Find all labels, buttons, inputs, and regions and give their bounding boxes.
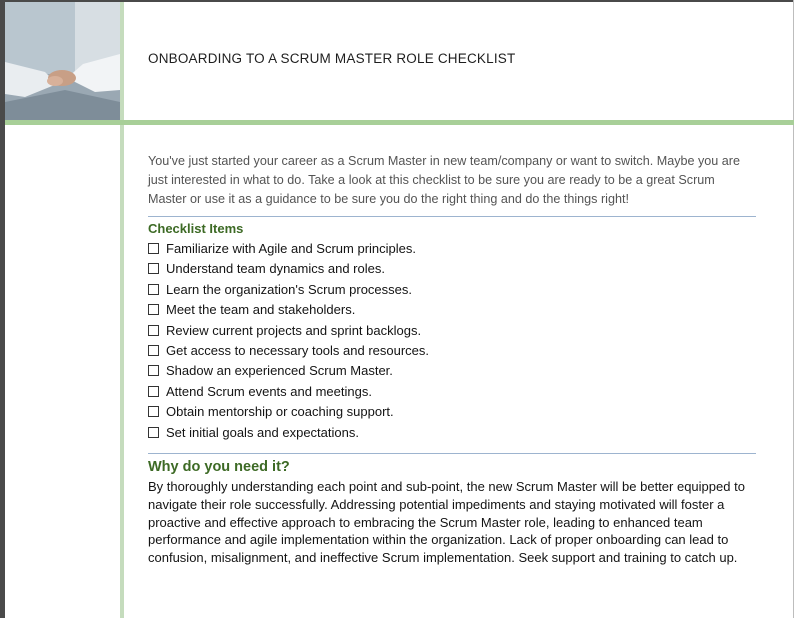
checkbox[interactable] xyxy=(148,284,159,295)
checklist-item[interactable] xyxy=(148,423,756,443)
checklist-item[interactable] xyxy=(148,239,756,259)
why-heading: Why do you need it? xyxy=(148,458,290,475)
checklist-item-label: Review current projects and sprint backlogs. xyxy=(166,322,422,338)
checklist-item[interactable] xyxy=(148,361,756,381)
why-paragraph: By thoroughly understanding each point and sub-point, the new Scrum Master will be better equipped to navigate their role successfully. Addressing potential impediments and staying motivated will foster a proactive and effective approach to embracing the Scrum Master role, leading to enhanced team performance and agile implementation within the organization. Lack of proper onboarding can lead to confusion, misalignment, and ineffective Scrum implementation. Seek support and training to catch up. xyxy=(148,478,745,566)
checklist-item[interactable] xyxy=(148,280,756,300)
checkbox[interactable] xyxy=(148,325,159,336)
checklist-item-label: Learn the organization's Scrum processes. xyxy=(166,281,412,297)
horizontal-accent-bar xyxy=(5,120,794,125)
handshake-photo xyxy=(5,2,120,120)
section-divider xyxy=(148,216,756,217)
checkbox[interactable] xyxy=(148,304,159,315)
handshake-illustration xyxy=(5,2,120,120)
document-body xyxy=(148,152,756,567)
checkbox[interactable] xyxy=(148,365,159,376)
checkbox[interactable] xyxy=(148,243,159,254)
checklist-heading: Checklist Items xyxy=(148,221,244,236)
checklist-item-label: Obtain mentorship or coaching support. xyxy=(166,404,394,420)
checkbox[interactable] xyxy=(148,406,159,417)
checklist-item[interactable] xyxy=(148,341,756,361)
checkbox[interactable] xyxy=(148,386,159,397)
checklist-item[interactable] xyxy=(148,321,756,341)
section-divider xyxy=(148,453,756,454)
checkbox[interactable] xyxy=(148,345,159,356)
checklist-item-label: Understand team dynamics and roles. xyxy=(166,261,385,277)
checklist-item-label: Attend Scrum events and meetings. xyxy=(166,383,372,399)
checklist-item[interactable] xyxy=(148,300,756,320)
page-title: ONBOARDING TO A SCRUM MASTER ROLE CHECKLIST xyxy=(148,51,516,66)
checklist-item-label: Familiarize with Agile and Scrum principles. xyxy=(166,241,416,256)
checklist xyxy=(148,239,756,443)
checkbox[interactable] xyxy=(148,427,159,438)
vertical-accent-bar xyxy=(120,2,124,618)
checklist-item-label: Shadow an experienced Scrum Master. xyxy=(166,363,393,379)
intro-paragraph: You've just started your career as a Scrum Master in new team/company or want to switch. Maybe you are just interested in what to do. Take a look at this checklist to be sure you are ready to be a great Scrum Master or use it as a guidance to be sure you do the right thing and do the things right! xyxy=(148,154,741,206)
checklist-item-label: Set initial goals and expectations. xyxy=(166,424,359,440)
checklist-item[interactable] xyxy=(148,402,756,422)
checkbox[interactable] xyxy=(148,263,159,274)
checklist-item[interactable] xyxy=(148,259,756,279)
checklist-item-label: Meet the team and stakeholders. xyxy=(166,302,356,318)
checklist-item[interactable] xyxy=(148,382,756,402)
checklist-item-label: Get access to necessary tools and resources. xyxy=(166,342,430,358)
